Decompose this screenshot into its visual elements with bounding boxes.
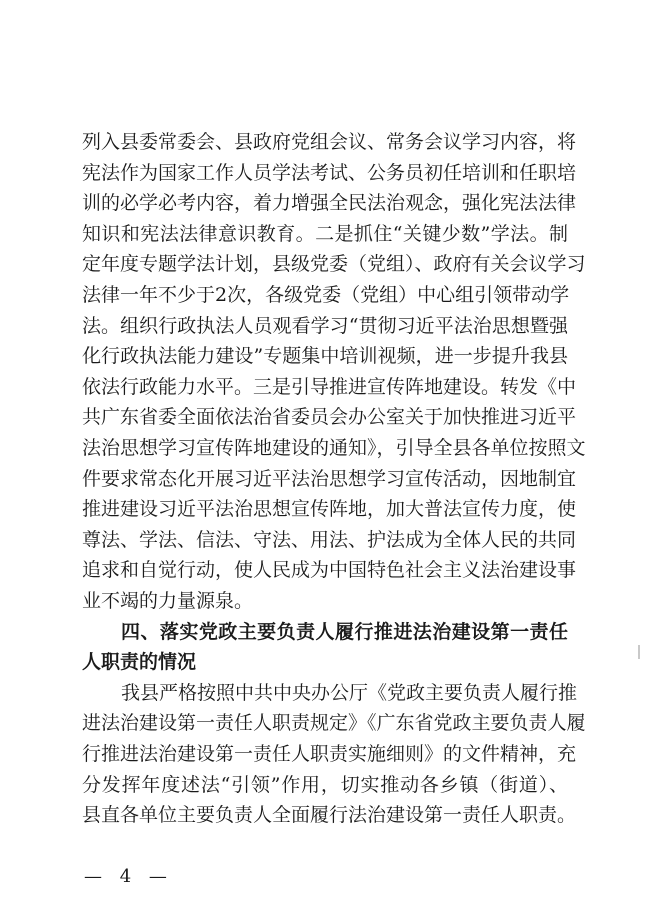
body-line: 县直各单位主要负责人全面履行法治建设第一责任人职责。: [82, 804, 577, 826]
body-line: 共广东省委全面依法治省委员会办公室关于加快推进习近平: [82, 406, 577, 428]
body-line: 法治思想学习宣传阵地建设的通知》，引导全县各单位按照文: [82, 437, 586, 459]
body-line: 我县严格按照中共中央办公厅《党政主要负责人履行推: [121, 682, 578, 704]
body-line: 进法治建设第一责任人职责规定》《广东省党政主要负责人履: [82, 712, 586, 734]
body-line: 件要求常态化开展习近平法治思想学习宣传活动，因地制宜: [82, 468, 577, 490]
body-line: 训的必学必考内容，着力增强全民法治观念，强化宪法法律: [82, 192, 577, 214]
body-line: 追求和自觉行动，使人民成为中国特色社会主义法治建设事: [82, 559, 577, 581]
section-heading: 四、落实党政主要负责人履行推进法治建设第一责任: [121, 621, 568, 643]
body-line: 尊法、学法、信法、守法、用法、护法成为全体人民的共同: [82, 529, 577, 551]
body-line: 法律一年不少于2次，各级党委（党组）中心组引领带动学: [82, 284, 570, 306]
scan-mark: [638, 645, 640, 659]
body-line: 法。组织行政执法人员观看学习“贯彻习近平法治思想暨强: [82, 315, 568, 337]
body-line: 化行政执法能力建设”专题集中培训视频，进一步提升我县: [82, 345, 568, 367]
section-heading-continuation: 人职责的情况: [82, 651, 197, 673]
body-line: 依法行政能力水平。三是引导推进宣传阵地建设。转发《中: [82, 376, 577, 398]
body-line: 定年度专题学法计划，县级党委（党组）、政府有关会议学习: [82, 253, 586, 275]
body-line: 列入县委常委会、县政府党组会议、常务会议学习内容，将: [82, 131, 577, 153]
body-line: 业不竭的力量源泉。: [82, 590, 254, 612]
body-line: 推进建设习近平法治思想宣传阵地，加大普法宣传力度，使: [82, 498, 577, 520]
body-line: 分发挥年度述法“引领”作用，切实推动各乡镇（街道）、: [82, 774, 568, 796]
body-line: 知识和宪法法律意识教育。二是抓住“关键少数”学法。制: [82, 223, 568, 245]
body-line: 宪法作为国家工作人员学法考试、公务员初任培训和任职培: [82, 162, 577, 184]
body-line: 行推进法治建设第一责任人职责实施细则》的文件精神，充: [82, 743, 577, 765]
page-number: — 4 —: [84, 866, 173, 887]
